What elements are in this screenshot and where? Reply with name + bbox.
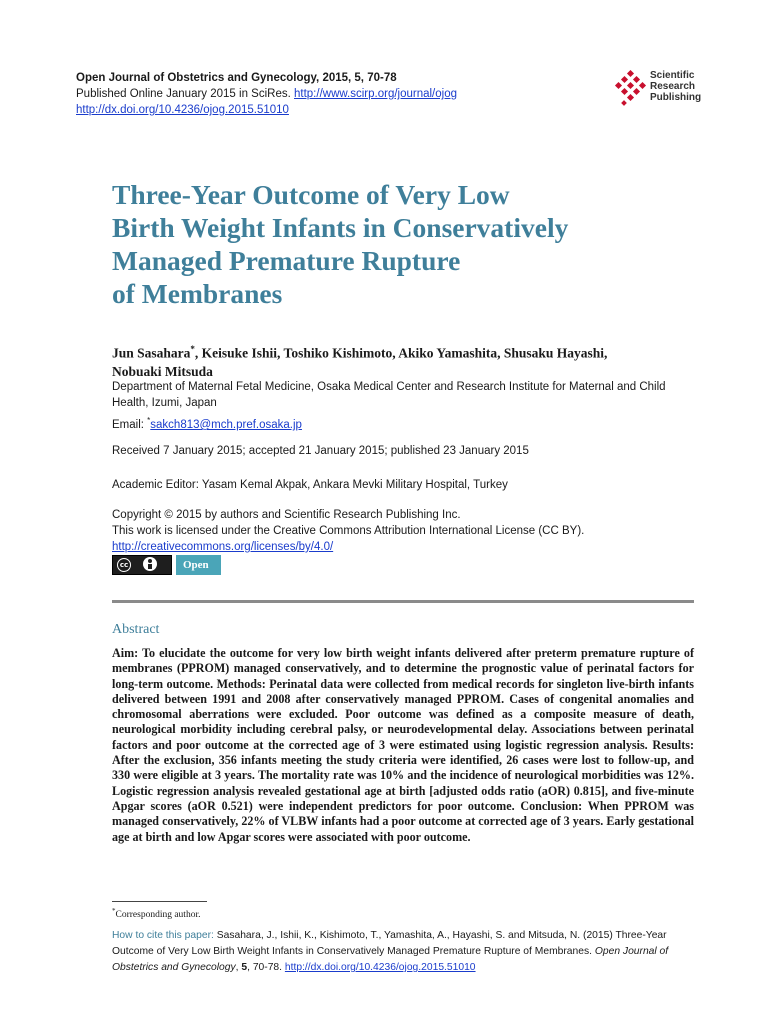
citation-volume: 5 <box>241 962 248 973</box>
publisher-logo-icon <box>614 70 648 110</box>
copyright-line: Copyright © 2015 by authors and Scientific Research Publishing Inc. <box>112 509 461 521</box>
attribution-icon <box>143 557 157 571</box>
journal-name: Open Journal of Obstetrics and Gynecology, 2015, 5, 70-78 <box>76 72 397 84</box>
footnote-mark: * <box>112 907 116 915</box>
copyright-block <box>112 507 702 555</box>
title-line: Managed Premature Rupture <box>112 245 461 276</box>
title-line: Three-Year Outcome of Very Low <box>112 179 510 210</box>
corresponding-author-mark: * <box>190 344 195 354</box>
publisher-logo-line2: Research <box>650 81 696 92</box>
abstract-body: Aim: To elucidate the outcome for very low birth weight infants delivered after preterm premature rupture of membranes (PPROM) managed conservatively, and to determine the prognostic value of perinatal factors for long-term outcome. Methods: Perinatal data were collected from medical records for singleton live-birth infants delivered between 1991 and 2008 after conservatively managed PPROM. Cases of congenital anomalies and chromosomal aberrations were excluded. Poor outcome was defined as a composite measure of death, neurological morbidity including cerebral palsy, or neurodevelopmental delay. Associations between perinatal factors and poor outcome at the corrected age of 3 were estimated using logistic regression analysis. Results: After the exclusion, 356 infants meeting the study criteria were identified, 26 cases were lost to follow-up, and 330 were eligible at 3 years. The mortality rate was 10% and the incidence of neurological morbidities was 12%. Logistic regression analysis revealed gestational age at birth [adjusted odds ratio (aOR) 0.815], and five-minute Apgar scores (aOR 0.521) were independent predictors for poor outcome. Conclusion: When PPROM was managed conservatively, 22% of VLBW infants had a poor outcome at corrected age of 3 years. Early gestational age at birth and low Apgar scores were associated with poor outcome. <box>112 646 694 844</box>
title-line: of Membranes <box>112 278 283 309</box>
license-link[interactable]: http://creativecommons.org/licenses/by/4.0/ <box>112 541 334 553</box>
footnote-text: Corresponding author. <box>115 910 201 921</box>
citation-label: How to cite this paper: <box>112 930 214 941</box>
author-names-rest: , Keisuke Ishii, Toshiko Kishimoto, Akiko Yamashita, Shusaku Hayashi, <box>194 345 608 361</box>
citation-text: Sasahara, J., Ishii, K., Kishimoto, T., Yamashita, A., Hayashi, S. and Mitsuda, N. (2015) Three-Year Outcome of Very Low Birth Weight Infants in Conservatively Managed Premature Rupture of Membranes. <box>112 930 667 957</box>
abstract-heading: Abstract <box>112 622 160 637</box>
email-line <box>112 413 702 433</box>
citation-doi-link[interactable]: http://dx.doi.org/10.4236/ojog.2015.51010 <box>284 962 476 973</box>
author-name: Nobuaki Mitsuda <box>112 363 213 379</box>
publisher-logo-line3: Publishing <box>650 92 702 103</box>
affiliation: Department of Maternal Fetal Medicine, Osaka Medical Center and Research Institute for Maternal and Child Health, Izumi, Japan <box>112 381 666 409</box>
email-link[interactable]: sakch813@mch.pref.osaka.jp <box>150 418 302 431</box>
email-mark: * <box>147 416 151 425</box>
publication-line <box>76 86 457 102</box>
license-line: This work is licensed under the Creative Commons Attribution International License (CC BY). <box>112 525 585 537</box>
journal-header <box>76 70 457 118</box>
section-divider <box>112 600 694 603</box>
article-title <box>112 178 672 310</box>
author-name: Jun Sasahara <box>112 345 191 361</box>
article-dates: Received 7 January 2015; accepted 21 January 2015; published 23 January 2015 <box>112 445 529 457</box>
published-online-text: Published Online January 2015 in SciRes. <box>76 88 291 100</box>
citation-separator: , <box>235 962 242 973</box>
cc-icon: cc <box>117 558 131 572</box>
header-doi-link[interactable]: http://dx.doi.org/10.4236/ojog.2015.51010 <box>76 104 289 116</box>
footnote <box>112 905 200 921</box>
academic-editor: Academic Editor: Yasam Kemal Akpak, Ankara Mevki Military Hospital, Turkey <box>112 479 508 491</box>
publisher-logo <box>614 70 704 110</box>
open-access-badge: Open Access <box>176 555 221 575</box>
footnote-divider <box>112 901 207 902</box>
citation-block <box>112 928 697 976</box>
journal-url-link[interactable]: http://www.scirp.org/journal/ojog <box>294 88 457 100</box>
citation-journal: Open Journal of Obstetrics and Gynecology <box>112 946 669 973</box>
publisher-logo-line1: Scientific <box>650 70 695 81</box>
email-label: Email: <box>112 418 144 431</box>
title-line: Birth Weight Infants in Conservatively <box>112 212 569 243</box>
cc-by-badge[interactable] <box>112 555 172 575</box>
publisher-logo-text <box>650 70 701 103</box>
author-list <box>112 340 702 381</box>
citation-pages: , 70-78. <box>247 962 283 973</box>
